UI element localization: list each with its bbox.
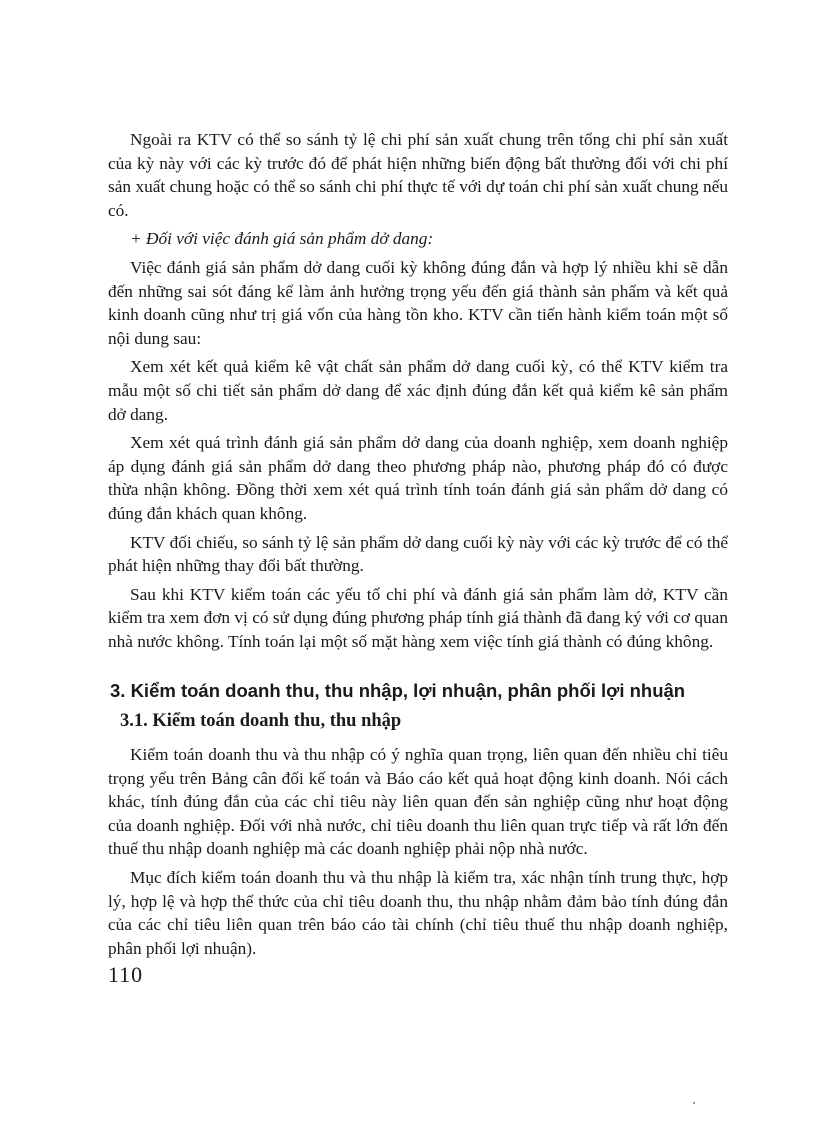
paragraph: Ngoài ra KTV có thể so sánh tỷ lệ chi phí sản xuất chung trên tổng chi phí sản xuất của kỳ này với các kỳ trước đó để phát hiện những biến động bất thường đối với chi phí sản xuất chung hoặc có thể so sánh chi phí thực tế với dự toán chi phí sản xuất chung nếu có. bbox=[108, 130, 728, 220]
paragraph: Kiểm toán doanh thu và thu nhập có ý nghĩa quan trọng, liên quan đến nhiều chỉ tiêu trọng yếu trên Bảng cân đối kế toán và Báo cáo kết quả hoạt động kinh doanh. Nói cách khác, tính đúng đắn của các chỉ tiêu này liên quan đến sản nghiệp cũng như hoạt động của doanh nghiệp. Đối với nhà nước, chỉ tiêu doanh thu liên quan trực tiếp và rất lớn đến thuế thu nhập doanh nghiệp mà các doanh nghiệp phải nộp nhà nước. bbox=[108, 745, 728, 859]
body-text-top bbox=[108, 128, 728, 658]
subheading-italic: + Đối với việc đánh giá sản phẩm dở dang: bbox=[130, 229, 434, 249]
paragraph: Sau khi KTV kiểm toán các yếu tố chi phí và đánh giá sản phẩm làm dở, KTV cần kiểm tra xem đơn vị có sử dụng đúng phương pháp tính giá thành đã đang ký với cơ quan nhà nước không. Tính toán lại một số mặt hàng xem việc tính giá thành có đúng không. bbox=[108, 584, 728, 651]
paragraph: Mục đích kiểm toán doanh thu và thu nhập là kiểm tra, xác nhận tính trung thực, hợp lý, hợp lệ và hợp thể thức của chỉ tiêu doanh thu, thu nhập nhằm đảm bảo tính đúng đắn của các chỉ tiêu liên quan trên báo cáo tài chính (chỉ tiêu thuế thu nhập doanh nghiệp, phân phối lợi nhuận). bbox=[108, 867, 728, 958]
paragraph: KTV đối chiếu, so sánh tỷ lệ sản phẩm dở dang cuối kỳ này với các kỳ trước để có thể phát hiện những thay đổi bất thường. bbox=[108, 532, 728, 576]
section-heading: 3. Kiểm toán doanh thu, thu nhập, lợi nhuận, phân phối lợi nhuận bbox=[110, 680, 686, 701]
scan-speck bbox=[693, 1102, 695, 1104]
page-number: 110 bbox=[108, 962, 144, 987]
subsection-heading: 3.1. Kiểm toán doanh thu, thu nhập bbox=[120, 711, 402, 731]
paragraph: Xem xét quá trình đánh giá sản phẩm dở dang của doanh nghiệp, xem doanh nghiệp áp dụng đánh giá sản phẩm dở dang theo phương pháp nào, phương pháp đó có được thừa nhận không. Đồng thời xem xét quá trình tính toán đánh giá sản phẩm dở dang có đúng đắn khách quan không. bbox=[108, 433, 728, 523]
paragraph: Xem xét kết quả kiểm kê vật chất sản phẩm dở dang cuối kỳ, có thể KTV kiểm tra mẫu một số chi tiết sản phẩm dở dang để xác định đúng đắn kết quả kiểm kê sản phẩm dở dang. bbox=[108, 357, 728, 424]
body-text-bottom bbox=[108, 743, 728, 965]
paragraph: Việc đánh giá sản phẩm dở dang cuối kỳ không đúng đắn và hợp lý nhiều khi sẽ dẫn đến những sai sót đáng kể làm ảnh hưởng trọng yếu đến giá thành sản phẩm và kết quả kinh doanh cũng như trị giá vốn của hàng tồn kho. KTV cần tiến hành kiểm toán một số nội dung sau: bbox=[108, 257, 728, 348]
